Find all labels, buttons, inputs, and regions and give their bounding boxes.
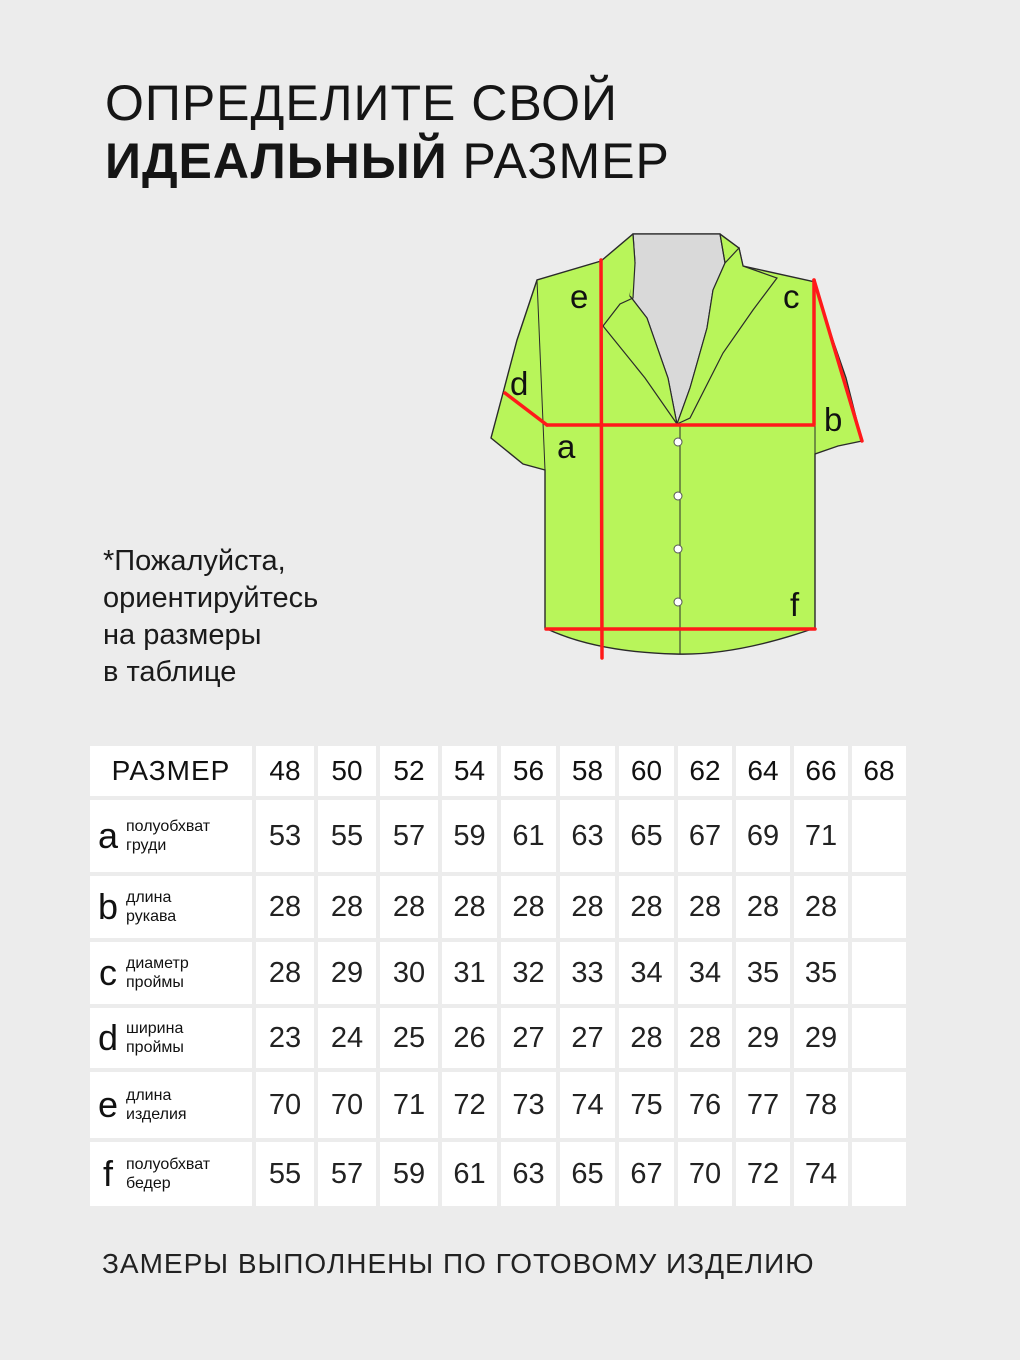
footer-note: ЗАМЕРЫ ВЫПОЛНЕНЫ ПО ГОТОВОМУ ИЗДЕЛИЮ	[102, 1248, 815, 1279]
row-desc-line-1: полуобхват	[126, 818, 211, 835]
row-desc-line-1: длина	[126, 889, 172, 906]
table-cell: 23	[256, 1008, 314, 1068]
table-cell	[852, 942, 906, 1004]
table-cell: 73	[501, 1072, 556, 1138]
table-cell: 57	[318, 1142, 376, 1206]
table-cell: 24	[318, 1008, 376, 1068]
table-cell: 33	[560, 942, 615, 1004]
table-cell: 35	[794, 942, 848, 1004]
table-row	[90, 1142, 906, 1206]
size-header-cell: 50	[318, 746, 376, 796]
page-title	[105, 74, 670, 190]
table-cell: 63	[501, 1142, 556, 1206]
table-cell: 70	[678, 1142, 732, 1206]
table-cell: 29	[318, 942, 376, 1004]
table-cell: 67	[678, 800, 732, 872]
table-cell: 61	[442, 1142, 497, 1206]
shirt-illustration	[485, 228, 875, 668]
table-cell: 69	[736, 800, 790, 872]
table-cell: 27	[501, 1008, 556, 1068]
button-2	[674, 492, 682, 500]
button-3	[674, 545, 682, 553]
table-cell: 78	[794, 1072, 848, 1138]
table-cell: 34	[678, 942, 732, 1004]
table-cell: 28	[380, 876, 438, 938]
row-desc-line-2: рукава	[126, 908, 177, 925]
table-cell: 71	[380, 1072, 438, 1138]
note-line-3: на размеры	[103, 619, 262, 651]
table-row	[90, 800, 906, 872]
size-table-header-row	[90, 746, 906, 796]
table-cell	[852, 1008, 906, 1068]
table-cell: 59	[380, 1142, 438, 1206]
table-cell: 72	[736, 1142, 790, 1206]
size-header-cell: 52	[380, 746, 438, 796]
row-desc-line-2: проймы	[126, 974, 184, 991]
table-cell: 30	[380, 942, 438, 1004]
row-label-cell	[90, 800, 252, 872]
table-cell: 28	[678, 1008, 732, 1068]
row-letter: f	[102, 1153, 113, 1194]
measure-e-line	[601, 260, 602, 658]
table-cell: 55	[256, 1142, 314, 1206]
table-cell: 26	[442, 1008, 497, 1068]
table-cell: 53	[256, 800, 314, 872]
table-cell: 28	[619, 876, 674, 938]
table-cell: 71	[794, 800, 848, 872]
table-cell: 29	[794, 1008, 848, 1068]
table-cell: 28	[256, 942, 314, 1004]
row-letter: c	[99, 952, 117, 993]
row-desc-line-2: проймы	[126, 1039, 184, 1056]
size-header-cell: 62	[678, 746, 732, 796]
row-letter: e	[97, 1084, 119, 1125]
table-cell: 31	[442, 942, 497, 1004]
table-cell: 67	[619, 1142, 674, 1206]
table-cell: 28	[619, 1008, 674, 1068]
note-line-1: *Пожалуйста,	[103, 545, 286, 577]
table-cell: 75	[619, 1072, 674, 1138]
table-cell: 28	[442, 876, 497, 938]
shirt-measurement-diagram	[485, 228, 875, 668]
row-desc-line-2: груди	[126, 837, 167, 854]
size-header-cell: 48	[256, 746, 314, 796]
size-table	[86, 742, 910, 1210]
table-row	[90, 1008, 906, 1068]
table-cell: 74	[560, 1072, 615, 1138]
table-cell: 74	[794, 1142, 848, 1206]
row-label-cell	[90, 1142, 252, 1206]
table-cell: 65	[619, 800, 674, 872]
table-cell: 25	[380, 1008, 438, 1068]
table-cell: 28	[736, 876, 790, 938]
label-d: d	[510, 365, 529, 402]
title-line-2	[105, 132, 670, 190]
table-cell: 57	[380, 800, 438, 872]
row-desc-line-1: ширина	[126, 1020, 184, 1037]
button-1	[674, 438, 682, 446]
label-c: c	[783, 278, 800, 315]
table-cell: 29	[736, 1008, 790, 1068]
table-cell: 76	[678, 1072, 732, 1138]
table-cell: 28	[501, 876, 556, 938]
row-label-cell	[90, 1072, 252, 1138]
table-cell: 65	[560, 1142, 615, 1206]
size-header-cell: 54	[442, 746, 497, 796]
row-letter: a	[97, 815, 119, 856]
table-cell: 35	[736, 942, 790, 1004]
table-cell	[852, 800, 906, 872]
row-label-cell	[90, 942, 252, 1004]
table-cell: 63	[560, 800, 615, 872]
label-b: b	[824, 401, 843, 438]
label-e: e	[570, 278, 589, 315]
table-cell: 70	[256, 1072, 314, 1138]
table-cell: 70	[318, 1072, 376, 1138]
row-letter: b	[97, 886, 119, 927]
table-row	[90, 876, 906, 938]
table-cell: 28	[256, 876, 314, 938]
size-header-cell: 66	[794, 746, 848, 796]
row-letter: d	[97, 1017, 119, 1058]
table-cell	[852, 1072, 906, 1138]
label-a: a	[557, 428, 576, 465]
title-rest: РАЗМЕР	[447, 133, 670, 189]
row-desc-line-1: полуобхват	[126, 1156, 211, 1173]
row-label-cell	[90, 876, 252, 938]
table-cell: 59	[442, 800, 497, 872]
table-cell: 61	[501, 800, 556, 872]
note-line-4: в таблице	[103, 656, 237, 688]
size-header-cell: 56	[501, 746, 556, 796]
row-desc-line-1: диаметр	[126, 955, 189, 972]
row-desc-line-2: бедер	[126, 1175, 171, 1192]
size-note	[103, 543, 403, 691]
size-header-cell: 60	[619, 746, 674, 796]
row-label-cell	[90, 1008, 252, 1068]
table-row	[90, 942, 906, 1004]
table-cell: 32	[501, 942, 556, 1004]
table-cell: 72	[442, 1072, 497, 1138]
table-cell: 28	[794, 876, 848, 938]
size-header-cell: 68	[852, 746, 906, 796]
table-cell	[852, 876, 906, 938]
note-line-2: ориентируйтесь	[103, 582, 319, 614]
size-header-cell: 64	[736, 746, 790, 796]
table-cell	[852, 1142, 906, 1206]
button-4	[674, 598, 682, 606]
table-cell: 28	[318, 876, 376, 938]
title-bold-word: ИДЕАЛЬНЫЙ	[105, 133, 448, 189]
row-desc-line-1: длина	[126, 1087, 172, 1104]
title-line-1: ОПРЕДЕЛИТЕ СВОЙ	[105, 75, 618, 131]
table-cell: 28	[678, 876, 732, 938]
table-cell: 27	[560, 1008, 615, 1068]
table-cell: 55	[318, 800, 376, 872]
size-header-cell: 58	[560, 746, 615, 796]
table-row	[90, 1072, 906, 1138]
table-cell: 28	[560, 876, 615, 938]
table-cell: 34	[619, 942, 674, 1004]
table-cell: 77	[736, 1072, 790, 1138]
size-header-label: РАЗМЕР	[90, 746, 252, 796]
label-f: f	[790, 586, 800, 623]
row-desc-line-2: изделия	[126, 1106, 187, 1123]
